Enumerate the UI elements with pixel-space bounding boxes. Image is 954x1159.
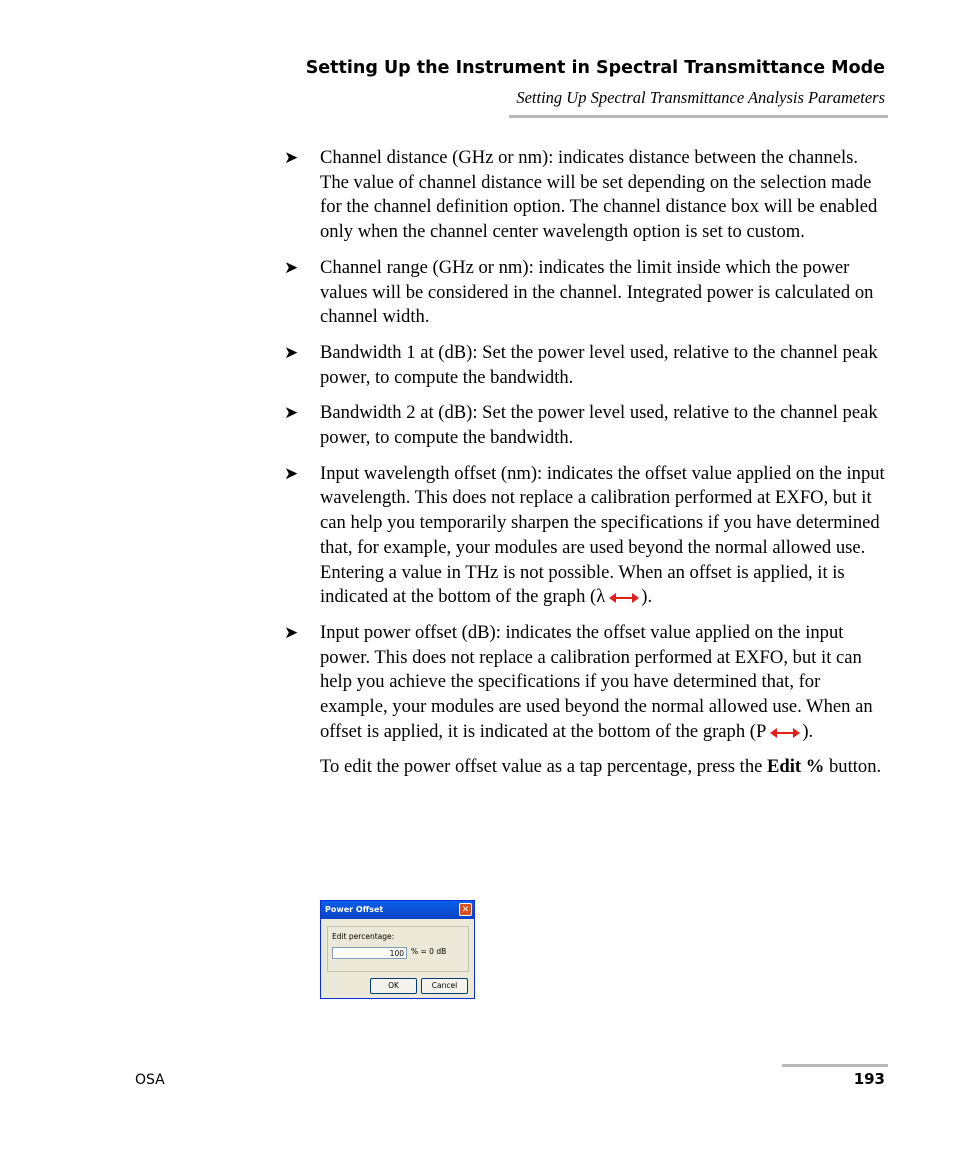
list-item-tail: ). [802,720,814,742]
instruction-text: To edit the power offset value as a tap percentage, press the [320,756,768,778]
list-item [284,146,888,245]
list-item [284,621,888,745]
list-item-text: Bandwidth 2 at (dB): Set the power level used, relative to the channel peak power, to compute the bandwidth. [320,402,878,449]
bullet-arrow-icon: ➤ [284,622,299,643]
page-header-subtitle: Setting Up Spectral Transmittance Analysis Parameters [516,88,885,107]
list-item-text: Bandwidth 1 at (dB): Set the power level used, relative to the channel peak power, to compute the bandwidth. [320,341,878,388]
db-equivalent-label: % = 0 dB [411,947,447,956]
list-item-text: Channel distance (GHz or nm): indicates distance between the channels. The value of channel distance will be set depending on the selection made for the channel definition option. The channel distance box will be enabled only when the channel center wavelength option is set to custom. [320,147,878,243]
percentage-input[interactable]: 100 [332,947,407,959]
list-item-tail: ). [641,586,653,608]
bullet-arrow-icon: ➤ [284,257,299,278]
dialog-group [327,926,469,972]
list-item-text: Input power offset (dB): indicates the offset value applied on the input power. This does not replace a calibration performed at EXFO, but it can help you achieve the specifications if you have determined that, for example, your modules are used beyond the normal allowed use. When an offset is applied, it is indicated at the bottom of the graph (P [320,621,873,742]
header-divider [509,115,888,118]
footer-divider [782,1064,888,1067]
instruction-text-end: button. [824,756,882,778]
dialog-titlebar [321,901,474,919]
list-item [284,462,888,610]
list-item [284,341,888,390]
wavelength-shift-icon [609,591,639,605]
page-header-title: Setting Up the Instrument in Spectral Transmittance Mode [305,58,885,78]
edit-percent-label: Edit % [767,756,825,778]
edit-percentage-label: Edit percentage: [332,932,395,941]
list-item [284,256,888,330]
close-icon[interactable]: ✕ [459,903,472,916]
dialog-title: Power Offset [325,905,384,914]
cancel-button[interactable]: Cancel [421,978,468,994]
list-item [284,401,888,450]
power-shift-icon [770,726,800,740]
bullet-arrow-icon: ➤ [284,148,299,168]
bullet-arrow-icon: ➤ [284,342,299,363]
list-item-text: Input wavelength offset (nm): indicates the offset value applied on the input wavelength. This does not replace a calibration performed at EXFO, but it can help you temporarily sharpen the specifications if you have determined that, for example, your modules are used beyond the normal allowed use. Entering a value in THz is not possible. When an offset is applied, it is indicated at the bottom of the graph (λ [320,462,885,608]
footer-product: OSA [135,1072,165,1088]
body-content [284,146,888,791]
power-offset-dialog [320,900,475,999]
bullet-arrow-icon: ➤ [284,463,299,484]
page-number: 193 [853,1070,885,1088]
instruction-paragraph [284,755,888,780]
ok-button[interactable]: OK [370,978,417,994]
list-item-text: Channel range (GHz or nm): indicates the limit inside which the power values will be considered in the channel. Integrated power is calculated on channel width. [320,256,874,328]
bullet-arrow-icon: ➤ [284,403,299,424]
